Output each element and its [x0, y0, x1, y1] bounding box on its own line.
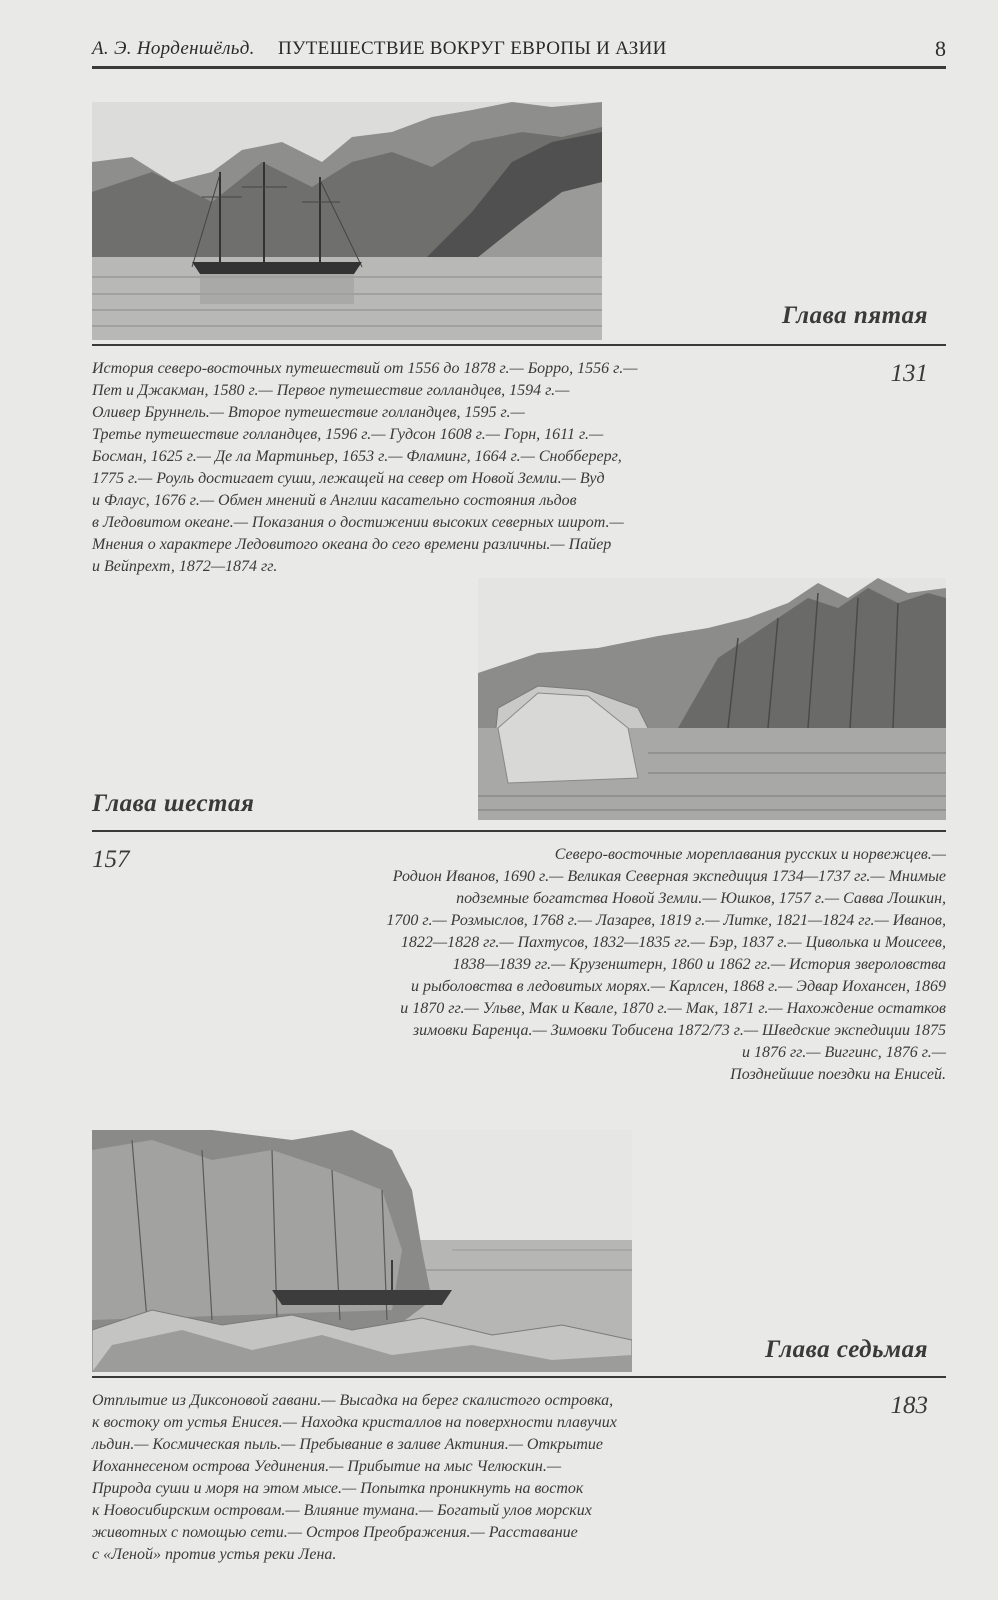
- synopsis-line: 1775 г.— Роуль достигает суши, лежащей на север от Новой Земли.— Вуд: [92, 470, 605, 487]
- synopsis-line: 1838—1839 гг.— Крузенштерн, 1860 и 1862 гг.— История звероловства: [452, 956, 946, 973]
- synopsis-line: Природа суши и моря на этом мысе.— Попытка проникнуть на восток: [92, 1480, 584, 1497]
- chapter-rule-6: [92, 830, 946, 832]
- chapter-page-5: 131: [890, 360, 928, 387]
- synopsis-line: в Ледовитом океане.— Показания о достижении высоких северных широт.—: [92, 514, 624, 531]
- illustration-rocky-shore-boat: [92, 1130, 632, 1372]
- synopsis-line: с «Леной» против устья реки Лена.: [92, 1546, 337, 1563]
- chapter-synopsis-7: [92, 1390, 792, 1566]
- synopsis-line: Босман, 1625 г.— Де ла Мартиньер, 1653 г.— Фламинг, 1664 г.— Снобберерг,: [92, 448, 622, 465]
- synopsis-line: подземные богатства Новой Земли.— Юшков, 1757 г.— Савва Лошкин,: [456, 890, 946, 907]
- synopsis-line: и Флаус, 1676 г.— Обмен мнений в Англии касательно состояния льдов: [92, 492, 577, 509]
- illustration-ice-cliffs: [478, 578, 946, 820]
- synopsis-line: Оливер Бруннель.— Второе путешествие голландцев, 1595 г.—: [92, 404, 525, 421]
- chapter-title-7: Глава седьмая: [765, 1336, 928, 1363]
- synopsis-line: Третье путешествие голландцев, 1596 г.— Гудсон 1608 г.— Горн, 1611 г.—: [92, 426, 604, 443]
- synopsis-line: и рыболовства в ледовитых морях.— Карлсен, 1868 г.— Эдвар Иохансен, 1869: [411, 978, 946, 995]
- chapter-synopsis-5: [92, 358, 792, 578]
- synopsis-line: История северо-восточных путешествий от 1556 до 1878 г.— Борро, 1556 г.—: [92, 360, 638, 377]
- chapter-page-6: 157: [92, 846, 130, 873]
- synopsis-line: 1700 г.— Розмыслов, 1768 г.— Лазарев, 1819 г.— Литке, 1821—1824 гг.— Иванов,: [386, 912, 946, 929]
- chapter-title-5: Глава пятая: [782, 302, 928, 329]
- synopsis-line: и Вейпрехт, 1872—1874 гг.: [92, 558, 278, 575]
- synopsis-line: Мнения о характере Ледовитого океана до сего времени различны.— Пайер: [92, 536, 612, 553]
- synopsis-line: Позднейшие поездки на Енисей.: [730, 1066, 946, 1083]
- header-page-number: 8: [935, 36, 946, 61]
- running-header: [92, 36, 946, 69]
- chapter-rule-5: [92, 344, 946, 346]
- synopsis-line: Родион Иванов, 1690 г.— Великая Северная экспедиция 1734—1737 гг.— Мнимые: [392, 868, 946, 885]
- synopsis-line: льдин.— Космическая пыль.— Пребывание в заливе Актиния.— Открытие: [92, 1436, 604, 1453]
- synopsis-line: к востоку от устья Енисея.— Находка кристаллов на поверхности плавучих: [92, 1414, 617, 1431]
- synopsis-line: Северо-восточные мореплавания русских и норвежцев.—: [554, 846, 946, 863]
- chapter-synopsis-6: [216, 844, 946, 1086]
- header-title: ПУТЕШЕСТВИЕ ВОКРУГ ЕВРОПЫ И АЗИИ: [278, 38, 667, 59]
- synopsis-line: Иоханнесеном острова Уединения.— Прибытие на мыс Челюскин.—: [92, 1458, 562, 1475]
- illustration-ship-in-fjord: [92, 102, 602, 340]
- synopsis-line: 1822—1828 гг.— Пахтусов, 1832—1835 гг.— Бэр, 1837 г.— Циволька и Моисеев,: [400, 934, 946, 951]
- chapter-rule-7: [92, 1376, 946, 1378]
- synopsis-line: Пет и Джакман, 1580 г.— Первое путешествие голландцев, 1594 г.—: [92, 382, 570, 399]
- synopsis-line: зимовки Баренца.— Зимовки Тобисена 1872/73 г.— Шведские экспедиции 1875: [412, 1022, 946, 1039]
- synopsis-line: и 1870 гг.— Ульве, Мак и Квале, 1870 г.— Мак, 1871 г.— Нахождение остатков: [400, 1000, 946, 1017]
- synopsis-line: к Новосибирским островам.— Влияние тумана.— Богатый улов морских: [92, 1502, 592, 1519]
- chapter-page-7: 183: [890, 1392, 928, 1419]
- chapter-title-6: Глава шестая: [92, 790, 255, 817]
- header-author: А. Э. Норденшёльд.: [92, 38, 255, 59]
- synopsis-line: и 1876 гг.— Виггинс, 1876 г.—: [741, 1044, 946, 1061]
- synopsis-line: животных с помощью сети.— Остров Преображения.— Расставание: [92, 1524, 578, 1541]
- synopsis-line: Отплытие из Диксоновой гавани.— Высадка на берег скалистого островка,: [92, 1392, 614, 1409]
